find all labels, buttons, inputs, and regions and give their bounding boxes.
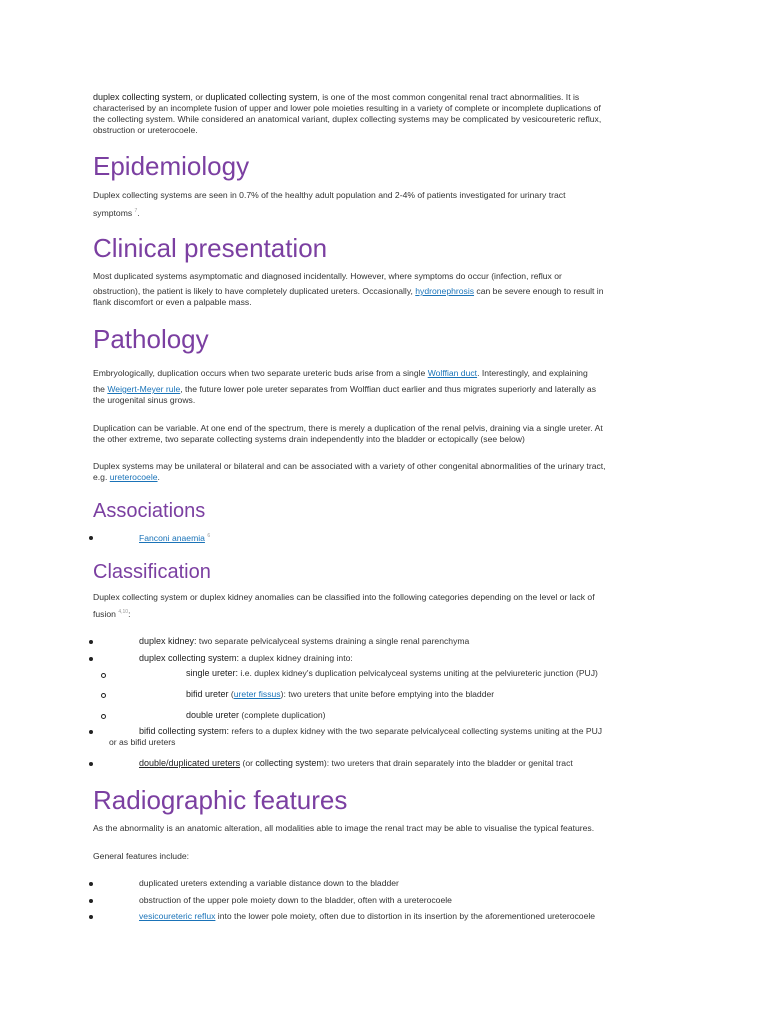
clinical-line2: obstruction), the patient is likely to have completely duplicated ureters. Occasionally,	[93, 286, 416, 296]
radiographic-item-1: duplicated ureters extending a variable distance down to the bladder	[139, 878, 399, 888]
classification-paragraph	[93, 592, 673, 620]
classification-item2-text: a duplex kidney draining into:	[239, 653, 353, 663]
intro-line1: , is one of the most common congenital renal tract abnormalities. It is	[317, 92, 580, 102]
clinical-paragraph	[93, 271, 673, 308]
classification-item-bifid-collecting-system	[93, 726, 673, 748]
radiographic-paragraph	[93, 823, 693, 834]
classification-item3-text: refers to a duplex kidney with the two separate pelvicalyceal collecting systems uniting at the PUJ	[229, 726, 603, 736]
clinical-line2-end: can be severe enough to result in	[474, 286, 604, 296]
classification-item4-text: ): two ureters that drain separately into the bladder or genital tract	[323, 758, 573, 768]
heading-pathology: Pathology	[93, 324, 209, 354]
classification-line2: fusion	[93, 608, 116, 619]
bullet-icon	[89, 899, 93, 903]
pathology-p1-line3: the urogenital sinus grows.	[93, 395, 196, 405]
classification-item-duplex-collecting-system	[139, 653, 353, 664]
epidemiology-end: .	[137, 207, 140, 218]
classification-item1-text: two separate pelvicalyceal systems draining a single renal parenchyma	[196, 636, 470, 646]
term-double-duplicated-ureters: double/duplicated ureters	[139, 758, 241, 768]
pathology-paragraph-3	[93, 461, 673, 483]
term-collecting-system: collecting system	[255, 758, 324, 768]
bullet-icon	[89, 640, 93, 644]
intro-sep: , or	[190, 92, 206, 102]
heading-associations: Associations	[93, 500, 206, 522]
pathology-p3-end: .	[157, 472, 160, 482]
link-vesicoureteric-reflux[interactable]: vesicoureteric reflux	[139, 911, 216, 921]
clinical-line1: Most duplicated systems asymptomatic and diagnosed incidentally. However, where symptoms do occur (infection, reflux or	[93, 271, 562, 281]
bullet-icon	[89, 915, 93, 919]
heading-epidemiology: Epidemiology	[93, 151, 250, 181]
classification-sub1-text: i.e. duplex kidney's duplication pelvicalyceal systems uniting at the pelviureteric junction (PUJ)	[238, 668, 598, 678]
associations-ref[interactable]: 6	[207, 533, 211, 539]
pathology-p2-line1: Duplication can be variable. At one end of the spectrum, there is merely a duplication of the renal pelvis, draining via a single ureter. At	[93, 423, 603, 433]
classification-item-duplex-kidney	[139, 636, 469, 647]
classification-subitem-double-ureter	[186, 710, 326, 721]
intro-term-duplicated: duplicated collecting system	[205, 92, 318, 102]
term-duplex-collecting-system: duplex collecting system:	[139, 653, 240, 663]
circle-bullet-icon	[101, 714, 106, 719]
bullet-icon	[89, 762, 93, 766]
bullet-icon	[89, 657, 93, 661]
circle-bullet-icon	[101, 693, 106, 698]
pathology-paragraph-2	[93, 423, 673, 445]
term-single-ureter: single ureter:	[186, 668, 239, 678]
intro-line4: obstruction or ureterocoele.	[93, 125, 198, 135]
radiographic-item-2: obstruction of the upper pole moiety down to the bladder, often with a ureterocoele	[139, 895, 452, 905]
link-wolffian-duct[interactable]: Wolffian duct	[427, 368, 478, 378]
intro-line3: the collecting system. While considered an anatomical variant, duplex collecting systems may be complicated by vesicoureteric reflux,	[93, 114, 602, 124]
classification-item3-line2: or as bifid ureters	[109, 737, 176, 747]
epidemiology-line2: symptoms	[93, 207, 133, 218]
pathology-p1-line2: the	[93, 384, 108, 394]
pathology-p3-line2: e.g.	[93, 472, 110, 482]
radiographic-line1: As the abnormality is an anatomic alteration, all modalities able to image the renal tract may be able to visualise the typical features.	[93, 823, 595, 833]
heading-clinical-presentation: Clinical presentation	[93, 233, 328, 263]
circle-bullet-icon	[101, 673, 106, 678]
link-hydronephrosis[interactable]: hydronephrosis	[415, 286, 475, 296]
term-double-ureter: double ureter	[186, 710, 240, 720]
classification-item4-mid: (or	[240, 758, 256, 768]
classification-line1: Duplex collecting system or duplex kidney anomalies can be classified into the following categories depending on the level or lack of	[93, 592, 595, 602]
classification-subitem-bifid-ureter	[186, 689, 494, 700]
term-bifid-ureter: bifid ureter	[186, 689, 229, 699]
heading-radiographic-features: Radiographic features	[93, 785, 348, 815]
classification-sub3-text: (complete duplication)	[239, 710, 326, 720]
classification-item-double-ureters	[139, 758, 573, 769]
pathology-paragraph-1	[93, 368, 673, 406]
associations-item	[139, 531, 210, 544]
radiographic-item3-text: into the lower pole moiety, often due to distortion in its insertion by the aforementioned ureterocoele	[215, 911, 596, 921]
epidemiology-ref[interactable]: 7	[134, 208, 138, 214]
bullet-icon	[89, 882, 93, 886]
pathology-p1-line1: Embryologically, duplication occurs when two separate ureteric buds arise from a single	[93, 368, 428, 378]
classification-end: :	[128, 608, 131, 619]
pathology-p3-line1: Duplex systems may be unilateral or bilateral and can be associated with a variety of other congenital abnormalities of the urinary tract,	[93, 461, 606, 471]
clinical-line3: flank discomfort or even a palpable mass.	[93, 297, 252, 307]
radiographic-item-3	[139, 911, 595, 922]
pathology-p1-line1-end: . Interestingly, and explaining	[477, 368, 588, 378]
link-fanconi-anaemia[interactable]: Fanconi anaemia	[139, 532, 205, 543]
term-duplex-kidney: duplex kidney:	[139, 636, 197, 646]
epidemiology-paragraph	[93, 190, 673, 219]
radiographic-general-text: General features include:	[93, 851, 190, 861]
link-weigert-meyer-rule[interactable]: Weigert-Meyer rule	[107, 384, 181, 394]
radiographic-general	[93, 851, 393, 862]
classification-ref[interactable]: 4,10	[118, 609, 129, 615]
epidemiology-line1: Duplex collecting systems are seen in 0.7% of the healthy adult population and 2-4% of patients investigated for urinary tract	[93, 190, 566, 200]
intro-line2: characterised by an incomplete fusion of upper and lower pole moieties resulting in a variety of complete or incomplete duplications of	[93, 103, 601, 113]
bullet-icon	[89, 536, 93, 540]
intro-paragraph	[93, 92, 673, 136]
heading-classification: Classification	[93, 561, 211, 583]
link-ureterocoele[interactable]: ureterocoele	[109, 472, 158, 482]
pathology-p1-line2-end: , the future lower pole ureter separates from Wolffian duct earlier and thus migrates superiorly and laterally as	[180, 384, 596, 394]
term-bifid-collecting-system: bifid collecting system:	[139, 726, 230, 736]
link-ureter-fissus[interactable]: ureter fissus	[233, 689, 281, 699]
classification-sub2-open: (	[228, 689, 234, 699]
classification-sub2-text: ): two ureters that unite before emptying into the bladder	[280, 689, 495, 699]
classification-subitem-single-ureter	[186, 668, 598, 679]
pathology-p2-line2: the other extreme, two separate collecting systems drain independently into the bladder or ectopically (see below)	[93, 434, 525, 444]
intro-term-duplex: duplex collecting system	[93, 92, 191, 102]
